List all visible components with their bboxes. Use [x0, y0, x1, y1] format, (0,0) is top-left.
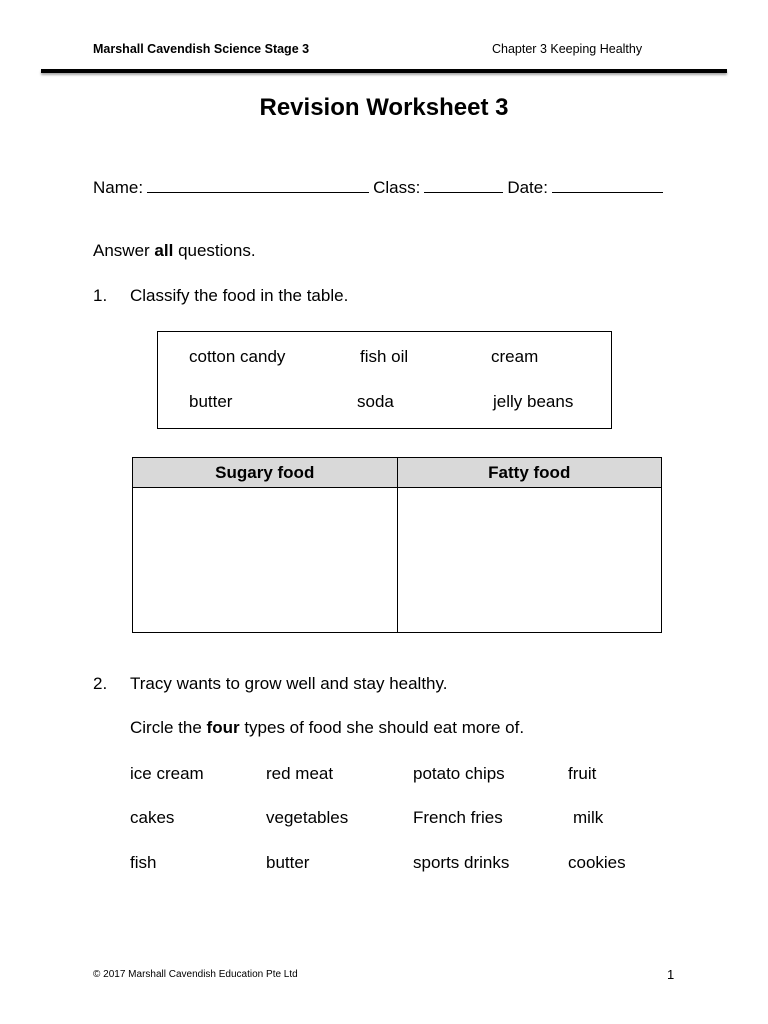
student-info-line [93, 178, 667, 198]
word-item: fish oil [360, 347, 409, 366]
fatty-food-cell[interactable] [397, 488, 662, 633]
date-blank[interactable] [552, 178, 663, 193]
q2-instruction [130, 718, 524, 738]
word-item: cotton candy [189, 347, 286, 366]
food-option[interactable]: potato chips [413, 764, 505, 783]
word-item: butter [189, 392, 233, 411]
header-divider [41, 69, 727, 73]
date-label: Date: [507, 178, 548, 197]
fatty-food-header: Fatty food [397, 458, 662, 488]
word-box [157, 331, 612, 429]
page-title: Revision Worksheet 3 [259, 94, 509, 121]
sugary-food-header: Sugary food [133, 458, 398, 488]
q1-text: Classify the food in the table. [130, 286, 349, 305]
food-option[interactable]: cookies [568, 853, 626, 872]
sugary-food-cell[interactable] [133, 488, 398, 633]
food-option[interactable]: French fries [413, 808, 503, 827]
header-chapter: Chapter 3 Keeping Healthy [492, 42, 643, 56]
food-option[interactable]: fruit [568, 764, 597, 783]
food-option[interactable]: fish [130, 853, 157, 872]
header-book-title: Marshall Cavendish Science Stage 3 [93, 42, 310, 56]
food-option[interactable]: sports drinks [413, 853, 510, 872]
q2-number: 2. [93, 674, 108, 693]
food-option[interactable]: butter [266, 853, 310, 872]
q2-instruction-bold: four [206, 718, 240, 737]
q2-text: Tracy wants to grow well and stay healthy. [130, 674, 448, 693]
instruction-suffix: questions. [178, 241, 256, 260]
instruction-prefix: Answer [93, 241, 150, 260]
page-number: 1 [667, 967, 675, 982]
q2-instruction-suffix: types of food she should eat more of. [244, 718, 525, 737]
footer-copyright: © 2017 Marshall Cavendish Education Pte Ltd [93, 969, 298, 980]
word-item: cream [491, 347, 539, 366]
word-item: jelly beans [493, 392, 574, 411]
food-option[interactable]: cakes [130, 808, 175, 827]
food-option[interactable]: milk [573, 808, 604, 827]
instruction [93, 241, 256, 261]
name-blank[interactable] [147, 178, 369, 193]
name-label: Name: [93, 178, 144, 197]
q2-instruction-prefix: Circle the [130, 718, 202, 737]
food-option[interactable]: ice cream [130, 764, 204, 783]
classification-table [132, 457, 662, 633]
word-item: soda [357, 392, 394, 411]
class-blank[interactable] [424, 178, 503, 193]
q1-number: 1. [93, 286, 108, 305]
class-label: Class: [373, 178, 421, 197]
food-option[interactable]: vegetables [266, 808, 349, 827]
instruction-bold: all [154, 241, 174, 260]
food-option[interactable]: red meat [266, 764, 334, 783]
